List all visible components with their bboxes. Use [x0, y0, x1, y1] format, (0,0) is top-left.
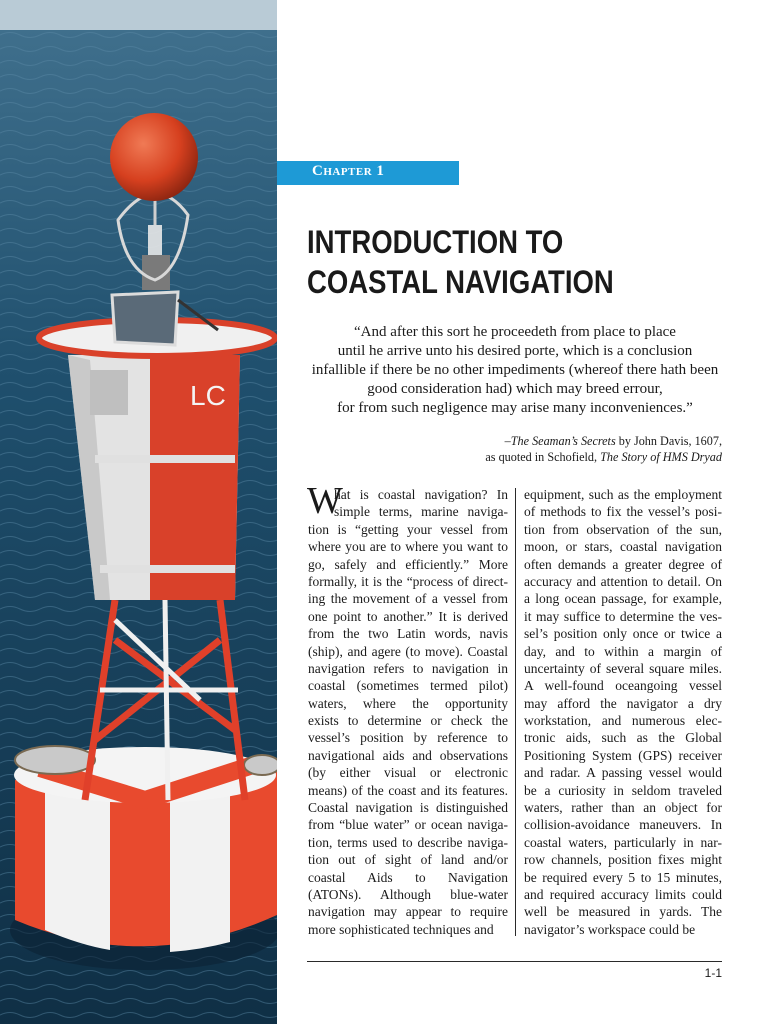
buoy-photo: [0, 0, 277, 1024]
body-text-line: and required accuracy limits could: [524, 886, 722, 902]
body-text-line: A well-found oceangoing vessel: [524, 678, 722, 694]
epigraph-attribution: [420, 433, 722, 465]
body-text-line: simple terms, marine naviga-: [334, 504, 508, 520]
body-text-line: tion out of sight of land and/or: [308, 852, 508, 868]
page-number: 1-1: [704, 966, 722, 980]
footer-rule: [307, 961, 722, 962]
attribution-quoted-in: as quoted in Schofield,: [485, 450, 601, 464]
body-column-right: [524, 486, 724, 938]
body-text-line: means) of the coast and its features.: [308, 782, 508, 798]
body-text-line: a long ocean passage, for example,: [524, 591, 722, 607]
body-text-line: where you are to where you want to: [308, 539, 508, 555]
body-column-left: [308, 486, 508, 938]
body-text-line: exists to determine or check the: [308, 713, 508, 729]
attribution-author: by John Davis, 1607,: [615, 434, 722, 448]
epigraph-line: until he arrive unto his desired porte, which is a conclusion: [337, 343, 693, 359]
body-text-line: ing the movement of a vessel from: [308, 591, 508, 607]
body-text-line: often demands a greater degree of: [524, 556, 722, 572]
body-text-line: waters, rather than an object for: [524, 800, 722, 816]
body-text-line: coastal Aids to Navigation: [308, 869, 508, 885]
body-text-line: may afford the navigator a dry: [524, 695, 722, 711]
body-text-line: it may suffice to determine the ves-: [524, 608, 722, 624]
body-text-line: formally, it is the “process of direct-: [308, 573, 508, 589]
attribution-book-title: The Story of HMS Dryad: [600, 450, 722, 464]
column-divider: [515, 488, 516, 936]
attribution-line-1: [420, 433, 722, 449]
body-text-line: navigator’s workspace could be: [524, 921, 696, 937]
body-text-line: one point to another.” It is derived: [308, 608, 508, 624]
body-text-line: tion, terms used to describe naviga-: [308, 834, 508, 850]
body-text-line: well be measured in yards. The: [524, 904, 722, 920]
body-text-line: collision-avoidance maneuvers. In: [524, 817, 722, 833]
body-text-line: waters, where the opportunity: [308, 695, 508, 711]
body-text-line: go, safely and efficiently.” More: [308, 556, 508, 572]
body-text-line: more sophisticated techniques and: [308, 921, 494, 937]
buoy-marking: LC: [190, 380, 226, 411]
body-text-line: of methods to fix the vessel’s posi-: [524, 504, 722, 520]
drop-cap: W: [307, 480, 343, 522]
chapter-title-line-2: COASTAL NAVIGATION: [307, 264, 614, 300]
epigraph-line: for from such negligence may arise many inconveniences.”: [337, 400, 693, 416]
epigraph-quote: [305, 323, 725, 418]
chapter-title-line-1: INTRODUCTION TO: [307, 224, 564, 260]
epigraph-line: good consideration had) which may breed errour,: [367, 381, 663, 397]
body-text-line: from “blue water” or ocean naviga-: [308, 817, 508, 833]
body-text-line: (by either visual or electronic: [308, 765, 508, 781]
body-text-line: tion is “getting your vessel from: [308, 521, 508, 537]
body-text-line: (ship), and agere (to move). Coastal: [308, 643, 508, 659]
epigraph-line: “And after this sort he proceedeth from place to place: [354, 324, 676, 340]
body-text-line: be required every 5 to 15 minutes,: [524, 869, 722, 885]
chapter-banner: [277, 161, 459, 185]
body-text-line: uncertainty of several square miles.: [524, 660, 722, 676]
body-text-line: (ATONs). Although blue-water: [308, 886, 508, 902]
body-text-line: moon, or stars, coastal navigation: [524, 539, 722, 555]
body-text-line: hat is coastal navigation? In: [334, 487, 508, 502]
attribution-line-2: [420, 449, 722, 465]
body-text-line: Coastal navigation is distinguished: [308, 800, 508, 816]
body-text-line: coastal waters, particularly in nar-: [524, 834, 722, 850]
body-text-line: accuracy and attention to detail. On: [524, 573, 722, 589]
body-text-line: equipment, such as the employment: [524, 487, 722, 502]
body-text-line: and radar. A passing vessel would: [524, 765, 722, 781]
chapter-label: Chapter 1: [312, 163, 385, 179]
body-text-line: day, and to within a margin of: [524, 643, 722, 659]
body-text-line: be a curiosity in seldom traveled: [524, 782, 722, 798]
attribution-source-title: The Seaman’s Secrets: [510, 434, 616, 448]
body-text-line: workstation, and numerous elec-: [524, 713, 722, 729]
attribution-dash: –: [504, 434, 511, 448]
body-text-line: Positioning System (GPS) receiver: [524, 747, 722, 763]
body-text-line: coastal (sometimes termed pilot): [308, 678, 508, 694]
body-text-line: navigational aids and observations: [308, 747, 508, 763]
body-text-line: tronic aids, such as the Global: [524, 730, 722, 746]
body-text-line: tion from observation of the sun,: [524, 521, 722, 537]
body-text-line: from the two Latin words, navis: [308, 626, 508, 642]
chapter-title: [307, 222, 685, 302]
body-text-line: sel’s position only once or twice a: [524, 626, 722, 642]
epigraph-line: infallible if there be no other impediments (whereof there hath been: [311, 362, 719, 378]
body-text-line: row channels, position fixes might: [524, 852, 722, 868]
body-text-line: navigation may appear to require: [308, 904, 508, 920]
body-text-line: navigation refers to navigation in: [308, 660, 508, 676]
body-text-line: vessel’s position by reference to: [308, 730, 508, 746]
